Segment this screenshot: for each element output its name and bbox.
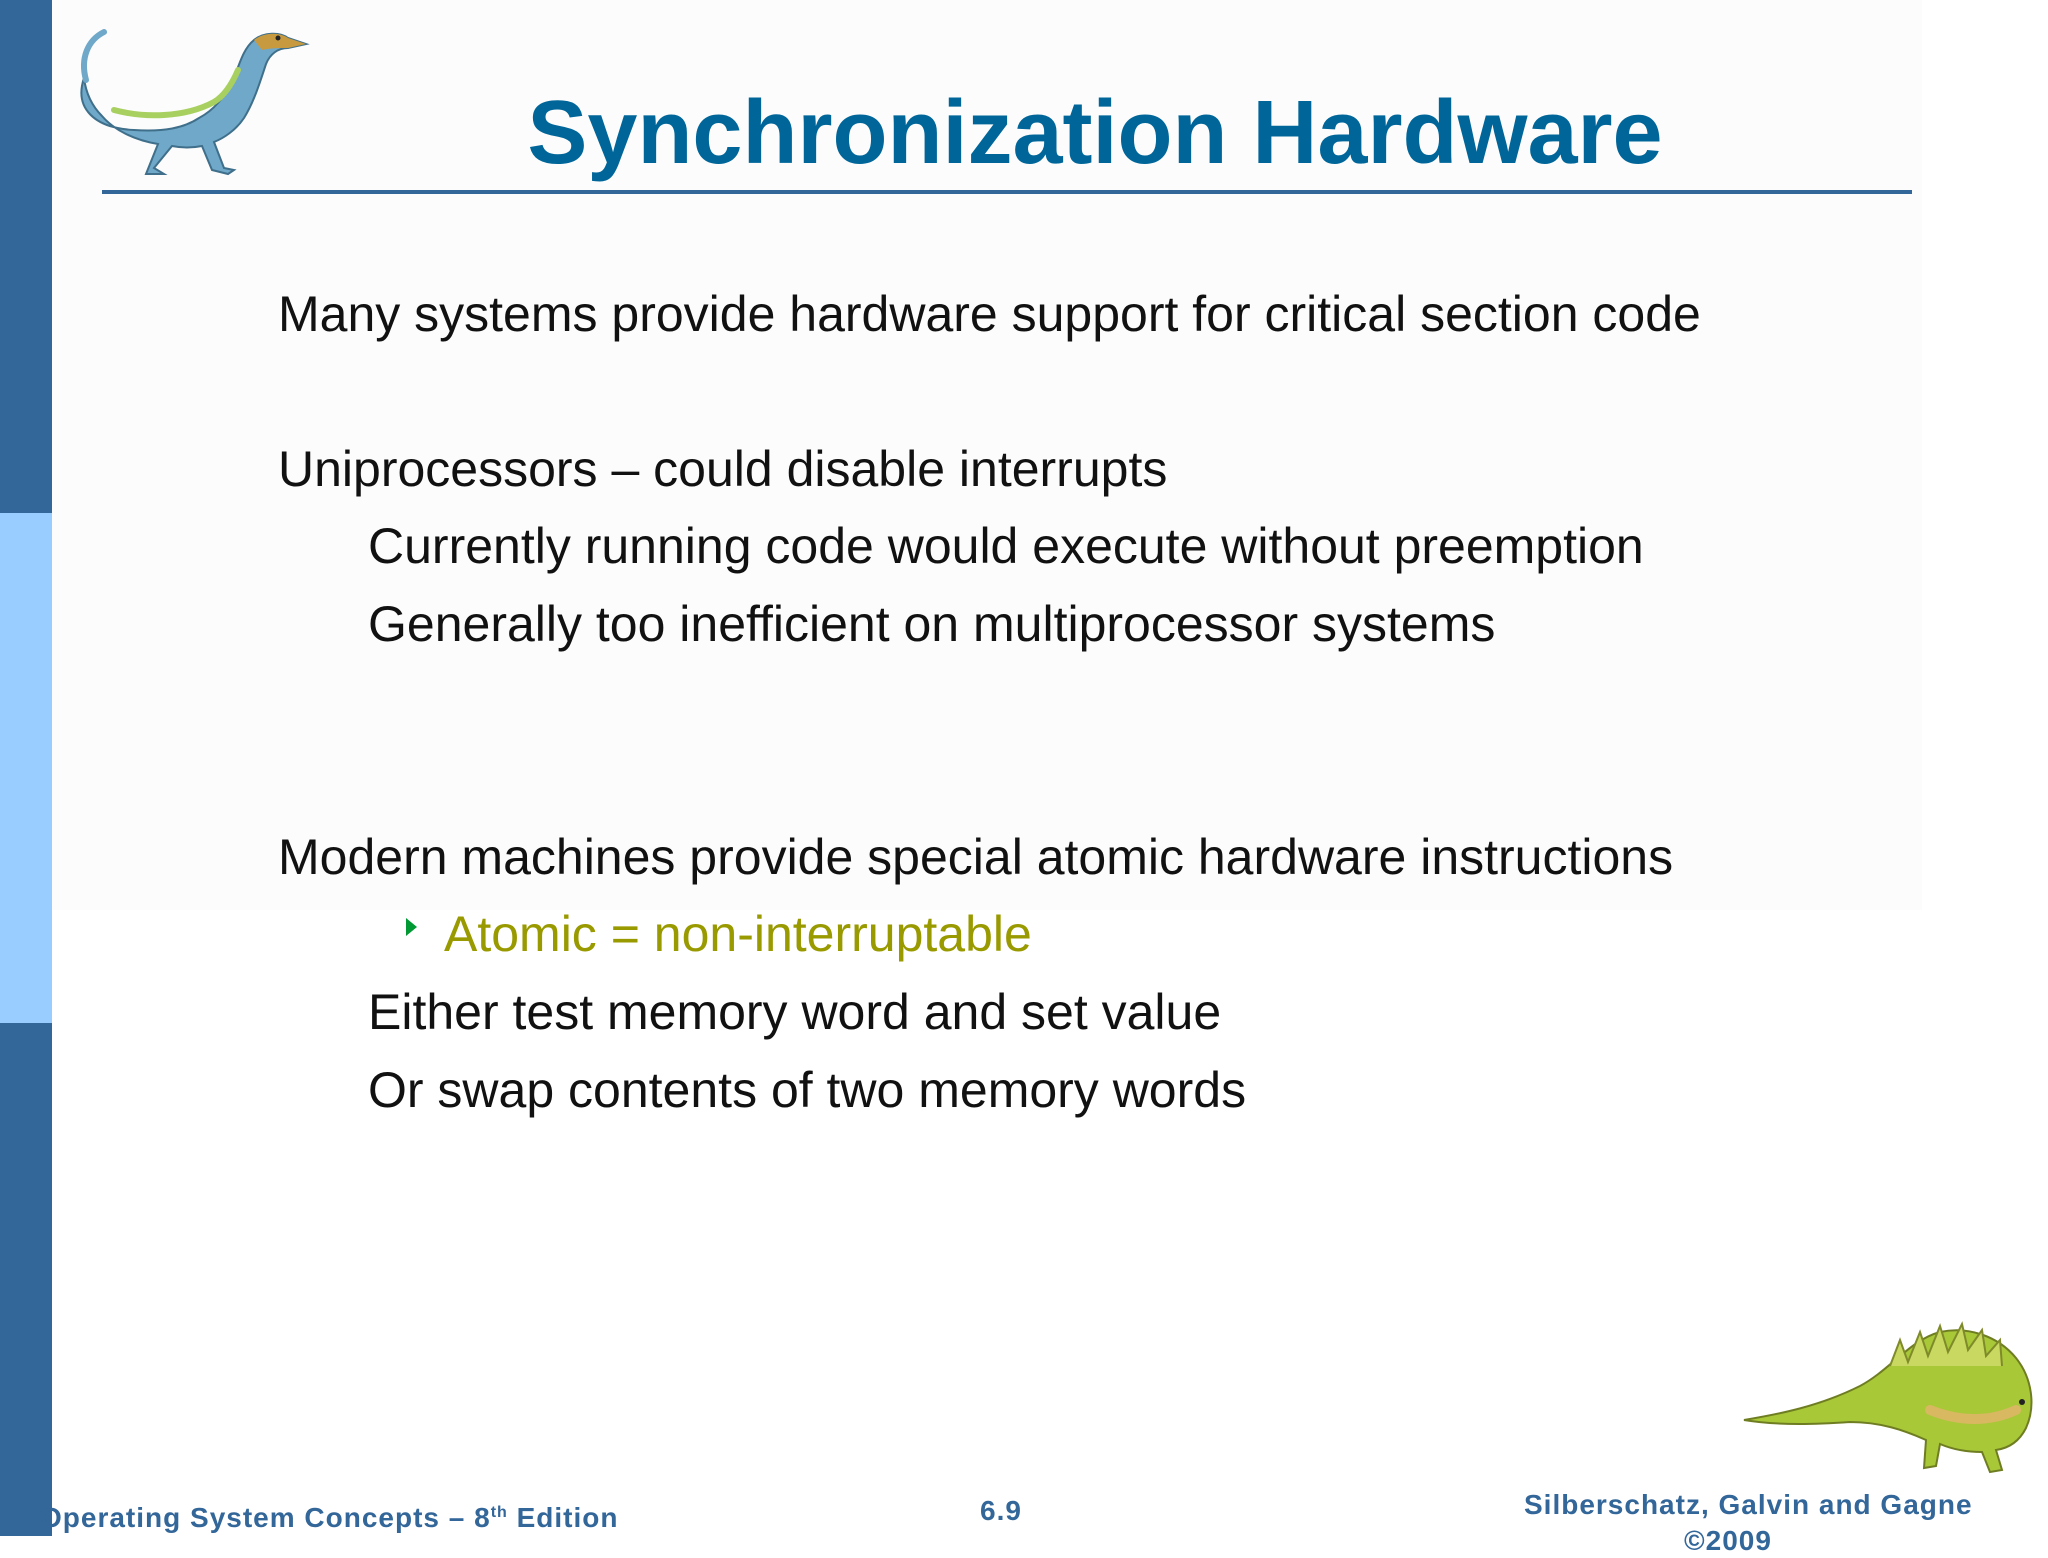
bullet-line: Uniprocessors – could disable interrupts bbox=[278, 441, 1168, 497]
sub-bullet-line: Either test memory word and set value bbox=[368, 984, 1222, 1040]
sub-bullet-line: Or swap contents of two memory words bbox=[368, 1062, 1247, 1118]
footer-copyright: ©2009 bbox=[1684, 1525, 1772, 1556]
triangle-bullet-icon bbox=[406, 918, 417, 936]
dinosaur-icon bbox=[74, 18, 314, 188]
dinosaur-icon bbox=[1740, 1310, 2040, 1480]
sub-sub-bullet-line: Atomic = non-interruptable bbox=[444, 906, 1032, 962]
sidebar-stripe-highlight bbox=[0, 513, 52, 1023]
bullet-line: Modern machines provide special atomic hardware instructions bbox=[278, 829, 1674, 885]
title-divider bbox=[102, 190, 1912, 194]
bullet-line: Many systems provide hardware support for critical section code bbox=[278, 286, 1701, 342]
sub-bullet-line: Currently running code would execute without preemption bbox=[368, 518, 1644, 574]
page-number: 6.9 bbox=[980, 1495, 1022, 1526]
footer-authors: Silberschatz, Galvin and Gagne ©2009 bbox=[1524, 1489, 1973, 1556]
slide-title: Synchronization Hardware bbox=[527, 83, 1663, 183]
footer-book-title: Operating System Concepts – 8th Edition bbox=[40, 1502, 619, 1533]
sub-bullet-line: Generally too inefficient on multiprocessor systems bbox=[368, 596, 1496, 652]
